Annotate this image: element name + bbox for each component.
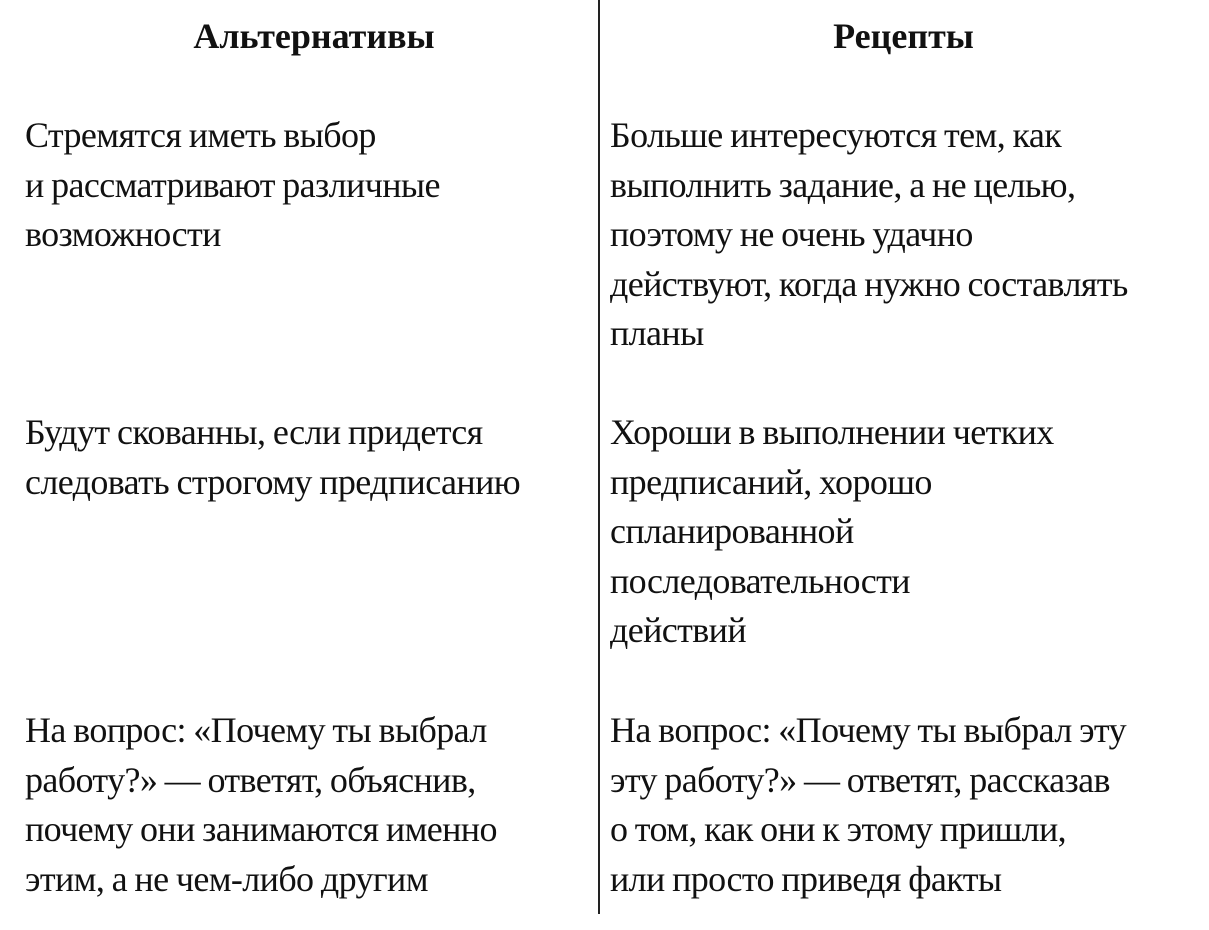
text-line: последовательности xyxy=(610,560,910,601)
header-alternatives: Альтернативы xyxy=(193,16,435,56)
text-line: На вопрос: «Почему ты выбрал эту xyxy=(610,710,1126,750)
header-recipes: Рецепты xyxy=(833,16,974,56)
text-line: спланированной xyxy=(610,511,854,551)
column-divider xyxy=(598,0,600,914)
text-line: и рассматривают различные xyxy=(25,164,440,205)
text-line: Стремятся иметь выбор xyxy=(25,115,376,155)
text-line: или просто приведя факты xyxy=(610,858,1002,899)
text-line: действий xyxy=(610,610,747,650)
cell-recipes-1 xyxy=(610,111,1128,359)
text-line: о том, как они к этому пришли, xyxy=(610,809,1067,849)
text-line: предписаний, хорошо xyxy=(610,461,932,502)
text-line: эту работу?» — ответят, рассказав xyxy=(610,759,1110,800)
cell-recipes-2 xyxy=(610,408,1054,656)
text-line: Больше интересуются тем, как xyxy=(610,115,1062,155)
text-line: возможности xyxy=(25,214,221,254)
cell-alternatives-2 xyxy=(25,408,520,507)
text-line: планы xyxy=(610,313,704,353)
text-line: Будут скованны, если придется xyxy=(25,412,483,452)
text-line: Хороши в выполнении четких xyxy=(610,412,1054,452)
cell-alternatives-3 xyxy=(25,706,497,904)
text-line: выполнить задание, а не целью, xyxy=(610,164,1076,205)
text-line: следовать строгому предписанию xyxy=(25,461,521,502)
text-line: действуют, когда нужно составлять xyxy=(610,263,1128,304)
text-line: почему они занимаются именно xyxy=(25,809,497,849)
text-line: работу?» — ответят, объяснив, xyxy=(25,759,476,800)
text-line: поэтому не очень удачно xyxy=(610,214,973,254)
cell-recipes-3 xyxy=(610,706,1126,904)
text-line: этим, а не чем-либо другим xyxy=(25,858,428,899)
text-line: На вопрос: «Почему ты выбрал xyxy=(25,710,487,750)
cell-alternatives-1 xyxy=(25,111,440,260)
